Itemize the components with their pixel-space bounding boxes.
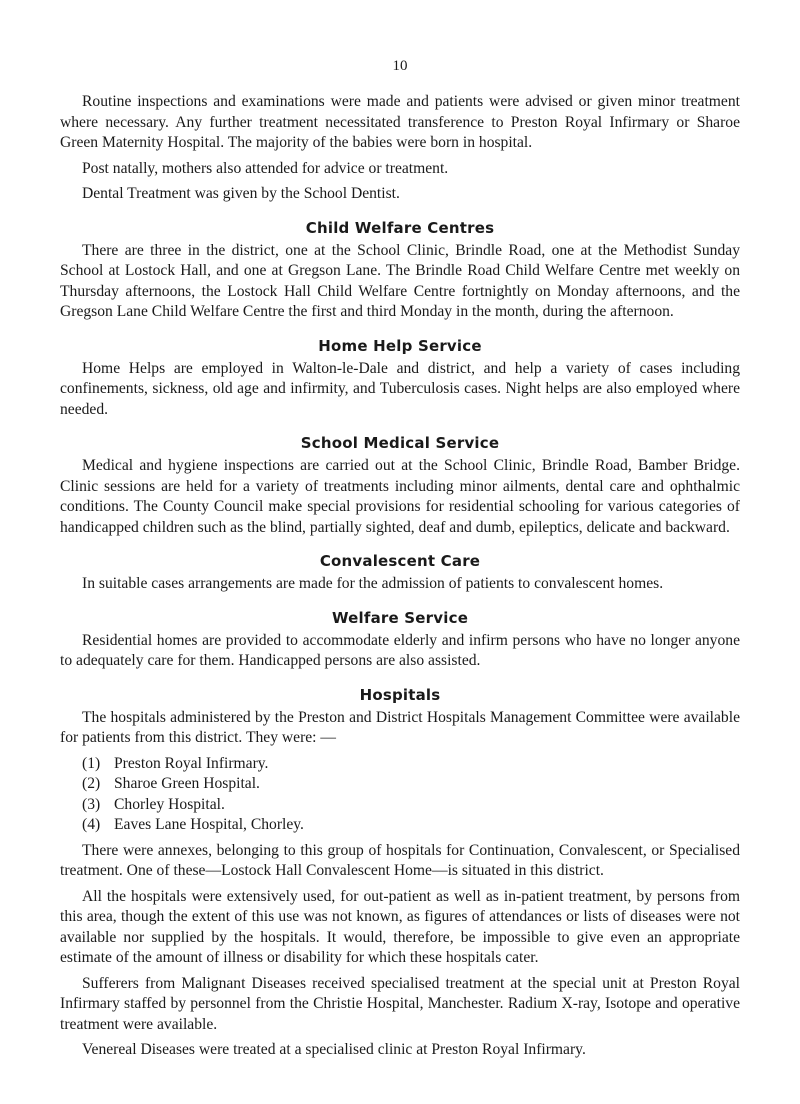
list-item: [82, 795, 740, 816]
home-help-paragraph: Home Helps are employed in Walton-le-Dale and district, and help a variety of cases including confinements, sickness, old age and infirmity, and Tuberculosis cases. Night helps are also employed where needed.: [60, 359, 740, 418]
school-medical-paragraph: Medical and hygiene inspections are carried out at the School Clinic, Brindle Road, Bamber Bridge. Clinic sessions are held for a variety of treatments including minor ailments, dental care and ophthalmic conditions. The County Council make special provisions for residential schooling for various categories of handicapped children such as the blind, partially sighted, deaf and dumb, epileptics, delicate and backward.: [60, 457, 740, 536]
welfare-paragraph: Residential homes are provided to accommodate elderly and infirm persons who have no longer anyone to adequately care for them. Handicapped persons are also assisted.: [60, 631, 740, 669]
hospitals-paragraph-1: There were annexes, belonging to this group of hospitals for Continuation, Convalescent, or Specialised treatment. One of these—Lostock Hall Convalescent Home—is situated in this district.: [60, 841, 740, 879]
list-item-number: (3): [82, 795, 101, 813]
hospitals-heading: Hospitals: [359, 685, 441, 704]
intro-paragraph-2: Post natally, mothers also attended for advice or treatment.: [82, 159, 449, 177]
hospitals-section: [60, 686, 740, 1061]
list-item-name: Chorley Hospital.: [114, 795, 225, 813]
school-medical-section: [60, 434, 740, 538]
list-item-number: (1): [82, 754, 101, 772]
convalescent-section: [60, 552, 740, 595]
convalescent-paragraph: In suitable cases arrangements are made for the admission of patients to convalescent homes.: [82, 575, 664, 592]
welfare-section: [60, 609, 740, 672]
intro-paragraph-1: Routine inspections and examinations were made and patients were advised or given minor treatment where necessary. Any further treatment necessitated transference to Preston Royal Infirmary or Sharoe Green Maternity Hospital. The majority of the babies were born in hospital.: [60, 93, 740, 151]
welfare-heading: Welfare Service: [331, 608, 469, 627]
page-number: 10: [392, 58, 408, 74]
home-help-heading: Home Help Service: [318, 336, 482, 355]
list-item: [82, 815, 740, 836]
list-item-name: Preston Royal Infirmary.: [114, 754, 269, 772]
intro-section: [60, 92, 740, 205]
hospitals-paragraph-4: Venereal Diseases were treated at a specialised clinic at Preston Royal Infirmary.: [82, 1041, 586, 1058]
convalescent-heading: Convalescent Care: [319, 552, 481, 570]
list-item: [82, 774, 740, 795]
child-welfare-paragraph: There are three in the district, one at the School Clinic, Brindle Road, one at the Methodist Sunday School at Lostock Hall, and one at Gregson Lane. The Brindle Road Child Welfare Centre met weekly on Thursday afternoons, the Lostock Hall Child Welfare Centre fortnightly on Monday afternoons, and the Gregson Lane Child Welfare Centre the first and third Monday in the month, during the afternoon.: [60, 241, 740, 320]
child-welfare-section: [60, 219, 740, 323]
list-item-name: Eaves Lane Hospital, Chorley.: [114, 816, 304, 833]
child-welfare-heading: Child Welfare Centres: [305, 218, 495, 237]
list-item: [82, 754, 740, 775]
school-medical-heading: School Medical Service: [300, 434, 500, 452]
hospitals-paragraph-3: Sufferers from Malignant Diseases received specialised treatment at the special unit at Preston Royal Infirmary staffed by personnel from the Christie Hospital, Manchester. Radium X-ray, Isotope and operative treatment were available.: [60, 974, 740, 1033]
hospitals-intro: The hospitals administered by the Preston and District Hospitals Management Committee were available for patients from this district. They were: —: [60, 708, 740, 746]
hospital-list: [60, 754, 740, 836]
hospitals-paragraph-2: All the hospitals were extensively used, for out-patient as well as in-patient treatment, by persons from this area, though the extent of this use was not known, as figures of attendances or lists of diseases were not available nor supplied by the hospitals. It would, therefore, be impossible to give even an appropriate estimate of the amount of illness or disability for which these hospitals cater.: [60, 887, 740, 966]
list-item-number: (4): [82, 816, 101, 833]
intro-paragraph-3: Dental Treatment was given by the School Dentist.: [82, 185, 400, 202]
list-item-number: (2): [82, 775, 101, 792]
home-help-section: [60, 337, 740, 421]
list-item-name: Sharoe Green Hospital.: [114, 775, 260, 792]
